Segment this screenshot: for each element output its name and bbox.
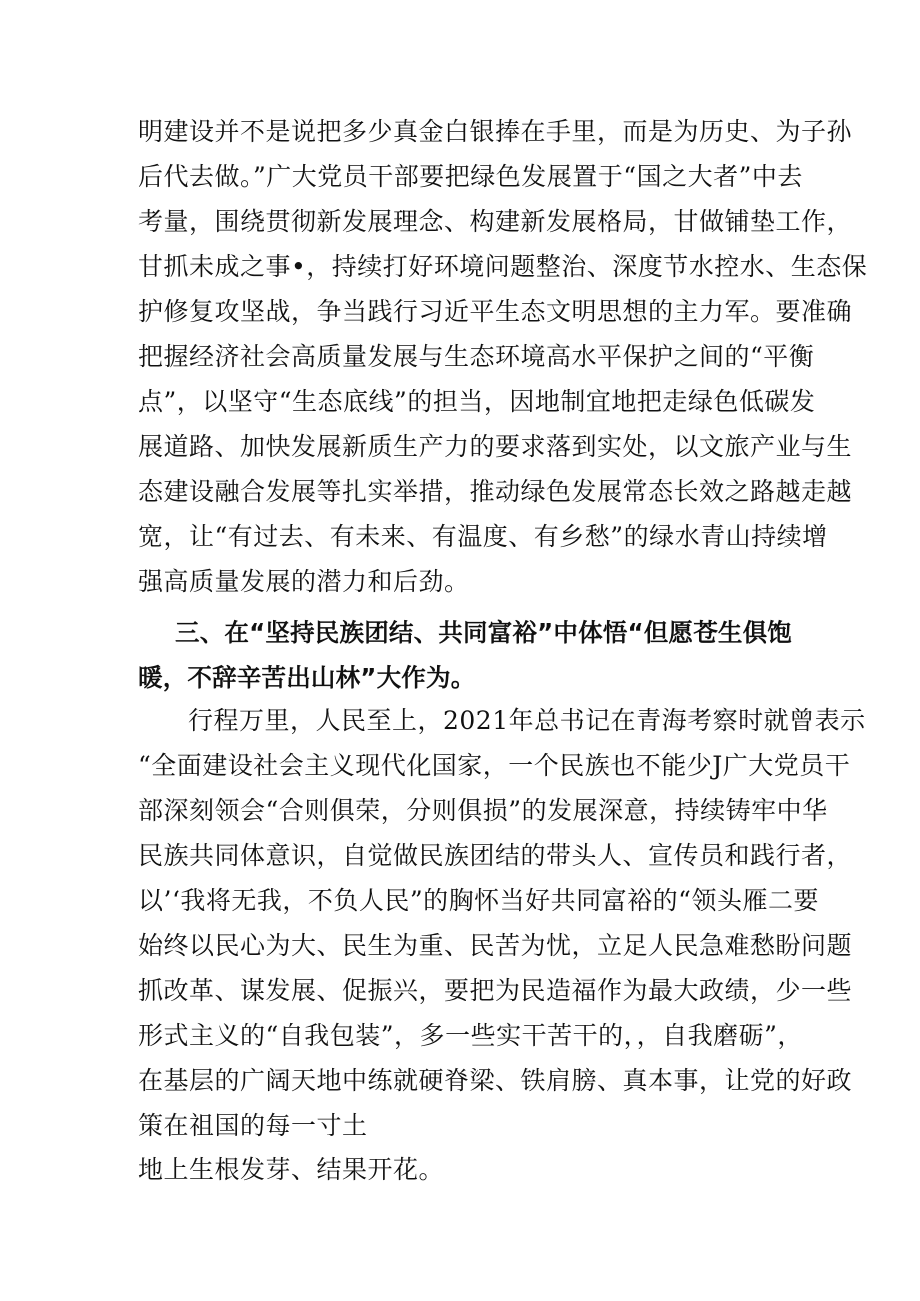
paragraph-1-line: 点”，以坚守“生态底线”的担当，因地制宜地把走绿色低碳发	[138, 387, 816, 416]
paragraph-2-line: 行程万里，人民至上，2021年总书记在青海考察时就曾表示	[188, 706, 866, 735]
paragraph-2-line: 策在祖国的每一寸土	[138, 1111, 368, 1140]
paragraph-1-line: 护修复攻坚战，争当践行习近平生态文明思想的主力军。要准确	[138, 297, 853, 326]
paragraph-2-line: 形式主义的“自我包装”，多一些实干苦干的，，自我磨砺”，	[138, 1021, 803, 1050]
section-heading-line: 暖，不辞辛苦出山林”大作为。	[138, 663, 476, 692]
paragraph-2-line: 地上生根发芽、结果开花。	[138, 1155, 445, 1184]
paragraph-1-line: 后代去做。”广大党员干部要把绿色发展置于“国之大者”中去	[138, 162, 803, 191]
paragraph-2-line: 以’‘我将无我，不负人民”的胸怀当好共同富裕的“领头雁二要	[138, 886, 819, 915]
paragraph-1-line: 甘抓未成之事•，持续打好环境问题整治、深度节水控水、生态保	[138, 252, 868, 281]
paragraph-1-line: 态建设融合发展等扎实举措，推动绿色发展常态长效之路越走越	[138, 477, 853, 506]
paragraph-2-line: “全面建设社会主义现代化国家，一个民族也不能少J广大党员干	[138, 751, 851, 780]
paragraph-2-line: 民族共同体意识，自觉做民族团结的带头人、宣传员和践行者，	[138, 841, 853, 870]
paragraph-1-line: 明建设并不是说把多少真金白银捧在手里，而是为历史、为子孙	[138, 117, 853, 146]
paragraph-2-line: 在基层的广阔天地中练就硬脊梁、铁肩膀、真本事，让党的好政	[138, 1066, 853, 1095]
paragraph-1-line: 把握经济社会高质量发展与生态环境高水平保护之间的“平衡	[138, 342, 815, 371]
paragraph-2-line: 部深刻领会“合则俱荣，分则俱损”的发展深意，持续铸牢中华	[138, 796, 828, 825]
paragraph-1-line: 宽，让“有过去、有未来、有温度、有乡愁”的绿水青山持续增	[138, 522, 828, 551]
paragraph-1-line: 强高质量发展的潜力和后劲。	[138, 567, 470, 596]
paragraph-2-line: 抓改革、谋发展、促振兴，要把为民造福作为最大政绩，少一些	[138, 976, 853, 1005]
section-heading-line: 三、在“坚持民族团结、共同富裕”中体悟“但愿苍生俱饱	[175, 618, 793, 647]
paragraph-1-line: 展道路、加快发展新质生产力的要求落到实处，以文旅产业与生	[138, 432, 853, 461]
paragraph-2-line: 始终以民心为大、民生为重、民苦为忧，立足人民急难愁盼问题	[138, 931, 853, 960]
paragraph-1-line: 考量，围绕贯彻新发展理念、构建新发展格局，甘做铺垫工作，	[138, 207, 853, 236]
